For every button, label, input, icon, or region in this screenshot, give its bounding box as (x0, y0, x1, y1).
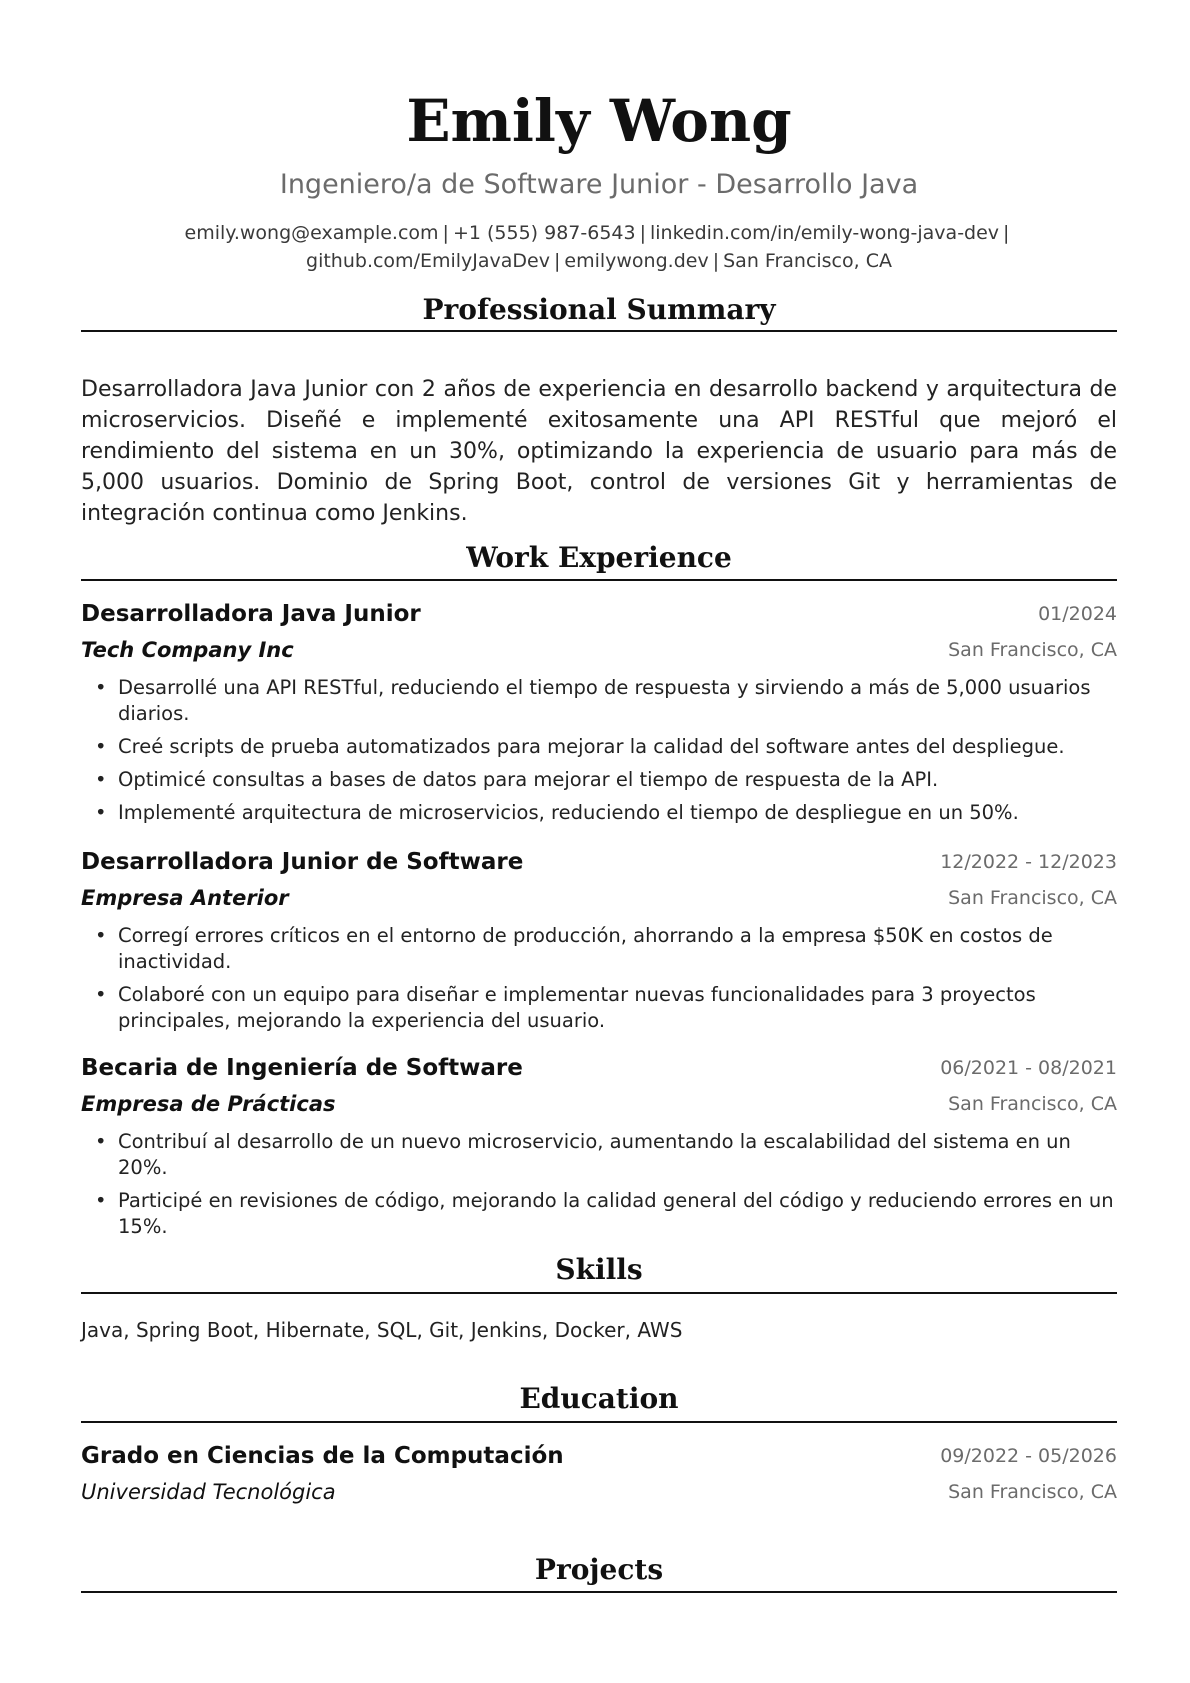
list-item: • Desarrollé una API RESTful, reduciendo el tiempo de respuesta y sirviendo a más de 5,000 usuarios diarios. (81, 675, 1117, 727)
contact-separator: | (442, 222, 449, 244)
section-divider (81, 579, 1117, 581)
contact-linkedin[interactable]: linkedin.com/in/emily-wong-java-dev (650, 222, 1000, 244)
job-header-row (81, 845, 1117, 881)
job-location: San Francisco, CA (948, 639, 1117, 661)
section-divider (81, 1292, 1117, 1294)
section-divider (81, 1591, 1117, 1593)
job-title: Desarrolladora Java Junior (81, 601, 421, 627)
job-date: 01/2024 (1038, 603, 1117, 625)
list-item: • Optimicé consultas a bases de datos para mejorar el tiempo de respuesta de la API. (81, 767, 1117, 793)
job-bullets (81, 923, 1117, 1034)
contact-info (81, 219, 1117, 275)
contact-line-2 (81, 247, 1117, 275)
list-item: • Creé scripts de prueba automatizados para mejorar la calidad del software antes del despliegue. (81, 734, 1117, 760)
job-date: 12/2022 - 12/2023 (940, 851, 1117, 873)
contact-separator: | (639, 222, 646, 244)
job-company-row (81, 881, 1117, 917)
contact-phone[interactable]: +1 (555) 987-6543 (452, 222, 636, 244)
education-header-row (81, 1439, 1117, 1475)
education-entry (81, 1439, 1117, 1511)
section-title-projects: Projects (534, 1553, 664, 1586)
job-location: San Francisco, CA (948, 887, 1117, 909)
education-school: Universidad Tecnológica (81, 1480, 336, 1504)
section-title-summary: Professional Summary (422, 293, 776, 326)
contact-line-1 (81, 219, 1117, 247)
job-date: 06/2021 - 08/2021 (940, 1057, 1117, 1079)
section-title-education: Education (519, 1382, 679, 1415)
education-school-row (81, 1475, 1117, 1511)
section-divider (81, 330, 1117, 332)
list-item: • Contribuí al desarrollo de un nuevo microservicio, aumentando la escalabilidad del sistema en un 20%. (81, 1129, 1117, 1181)
job-bullets (81, 675, 1117, 826)
list-item: • Participé en revisiones de código, mejorando la calidad general del código y reduciendo errores en un 15%. (81, 1188, 1117, 1240)
contact-email[interactable]: emily.wong@example.com (184, 222, 439, 244)
list-item: • Corregí errores críticos en el entorno de producción, ahorrando a la empresa $50K en costos de inactividad. (81, 923, 1117, 975)
contact-location: San Francisco, CA (723, 250, 892, 272)
job-location: San Francisco, CA (948, 1093, 1117, 1115)
job-company: Empresa de Prácticas (81, 1092, 336, 1116)
skills-list: Java, Spring Boot, Hibernate, SQL, Git, Jenkins, Docker, AWS (81, 1318, 683, 1342)
job-entry (81, 597, 1117, 833)
job-title: Desarrolladora Junior de Software (81, 849, 524, 875)
job-header-row (81, 1051, 1117, 1087)
list-item: • Colaboré con un equipo para diseñar e implementar nuevas funcionalidades para 3 proyectos principales, mejorando la experiencia del usuario. (81, 982, 1117, 1034)
candidate-name: Emily Wong (406, 87, 792, 155)
contact-separator: | (553, 250, 561, 272)
contact-website[interactable]: emilywong.dev (564, 250, 709, 272)
job-header-row (81, 597, 1117, 633)
job-company: Empresa Anterior (81, 886, 289, 910)
job-entry (81, 845, 1117, 1041)
job-company-row (81, 1087, 1117, 1123)
education-date: 09/2022 - 05/2026 (940, 1445, 1117, 1467)
contact-separator: | (712, 250, 720, 272)
contact-separator: | (1003, 222, 1010, 244)
list-item: • Implementé arquitectura de microservicios, reduciendo el tiempo de despliegue en un 50%. (81, 800, 1117, 826)
education-location: San Francisco, CA (948, 1481, 1117, 1503)
summary-text: Desarrolladora Java Junior con 2 años de experiencia en desarrollo backend y arquitectura de microservicios. Diseñé e implementé exitosamente una API RESTful que mejoró el rendimiento del sistema en un 30%, optimizando la experiencia de usuario para más de 5,000 usuarios. Dominio de Spring Boot, control de versiones Git y herramientas de integración continua como Jenkins. (81, 377, 1117, 526)
section-title-skills: Skills (555, 1253, 643, 1286)
job-company: Tech Company Inc (81, 638, 294, 662)
job-bullets (81, 1129, 1117, 1240)
section-title-experience: Work Experience (466, 541, 732, 574)
job-company-row (81, 633, 1117, 669)
education-degree: Grado en Ciencias de la Computación (81, 1443, 564, 1469)
section-divider (81, 1421, 1117, 1423)
job-title: Becaria de Ingeniería de Software (81, 1055, 523, 1081)
candidate-headline: Ingeniero/a de Software Junior - Desarrollo Java (279, 169, 919, 200)
job-entry (81, 1051, 1117, 1247)
contact-github[interactable]: github.com/EmilyJavaDev (306, 250, 550, 272)
